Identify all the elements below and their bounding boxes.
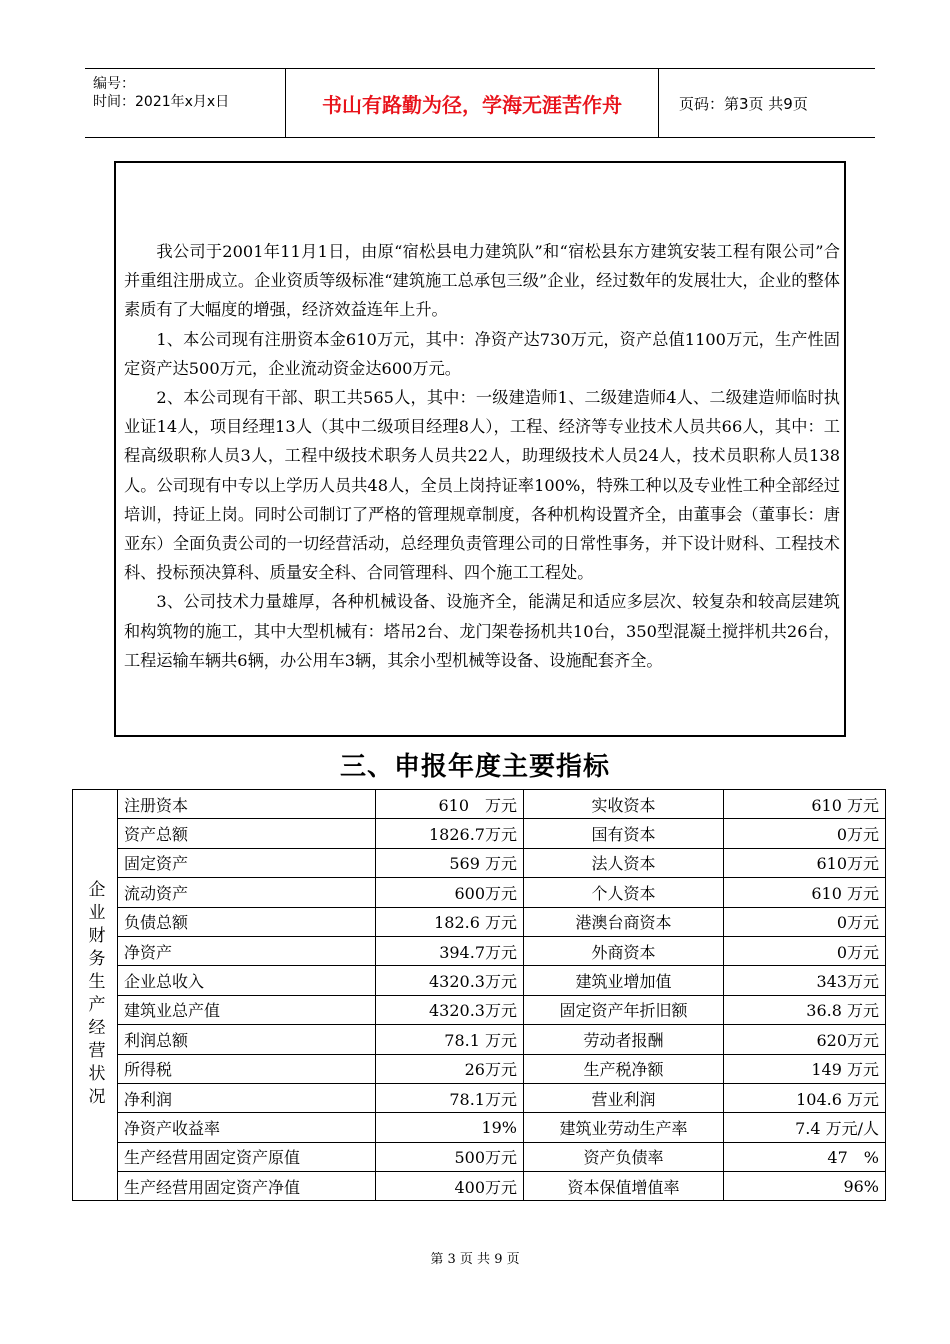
indicator-name-cell: 流动资产: [118, 878, 376, 907]
company-intro-text: [124, 237, 840, 675]
indicator-value-cell: 36.8 万元: [724, 995, 886, 1024]
indicator-value-cell: 569 万元: [376, 848, 524, 877]
table-row: [73, 878, 886, 907]
indicator-name-cell: 个人资本: [524, 878, 724, 907]
indicator-name-cell: 国有资本: [524, 819, 724, 848]
section-title: 三、申报年度主要指标: [339, 752, 610, 782]
indicator-value-cell: 78.1 万元: [376, 1025, 524, 1054]
indicator-name-cell: 所得税: [118, 1054, 376, 1083]
indicator-name-cell: 利润总额: [118, 1025, 376, 1054]
table-row: [73, 966, 886, 995]
indicator-value-cell: 0万元: [724, 819, 886, 848]
page-footer: 第 3 页 共 9 页: [430, 1252, 520, 1267]
table-row: [73, 790, 886, 819]
indicator-name-cell: 资本保值增值率: [524, 1172, 724, 1201]
indicator-name-cell: 固定资产: [118, 848, 376, 877]
indicator-name-cell: 资产负债率: [524, 1142, 724, 1171]
table-row: [73, 1172, 886, 1201]
indicator-name-cell: 营业利润: [524, 1083, 724, 1112]
financial-indicators-table: [72, 789, 886, 1201]
indicator-name-cell: 港澳台商资本: [524, 907, 724, 936]
indicator-value-cell: 394.7万元: [376, 936, 524, 965]
intro-paragraph: 我公司于2001年11月1日，由原“宿松县电力建筑队”和“宿松县东方建筑安装工程有限公司”合并重组注册成立。企业资质等级标准“建筑施工总承包三级”企业，经过数年的发展壮大，企业的整体素质有了大幅度的增强，经济效益连年上升。: [124, 242, 840, 320]
side-category-label: [73, 790, 118, 1201]
indicator-value-cell: 343万元: [724, 966, 886, 995]
indicator-value-cell: 500万元: [376, 1142, 524, 1171]
indicator-value-cell: 0万元: [724, 936, 886, 965]
indicator-name-cell: 净资产收益率: [118, 1113, 376, 1142]
table-row: [73, 936, 886, 965]
indicator-value-cell: 104.6 万元: [724, 1083, 886, 1112]
indicator-value-cell: 600万元: [376, 878, 524, 907]
indicator-name-cell: 法人资本: [524, 848, 724, 877]
indicator-value-cell: 149 万元: [724, 1054, 886, 1083]
indicator-name-cell: 净利润: [118, 1083, 376, 1112]
table-row: [73, 907, 886, 936]
indicator-name-cell: 建筑业总产值: [118, 995, 376, 1024]
table-row: [73, 1113, 886, 1142]
intro-paragraph: 1、本公司现有注册资本金610万元，其中：净资产达730万元，资产总值1100万元，生产性固定资产达500万元，企业流动资金达600万元。: [124, 329, 840, 378]
indicator-value-cell: 620万元: [724, 1025, 886, 1054]
intro-paragraph: 3、公司技术力量雄厚，各种机械设备、设施齐全，能满足和适应多层次、较复杂和较高层建筑和构筑物的施工，其中大型机械有：塔吊2台、龙门架卷扬机共10台，350型混凝土搅拌机共26台，工程运输车辆共6辆，办公用车3辆，其余小型机械等设备、设施配套齐全。: [124, 592, 840, 670]
indicator-value-cell: 96%: [724, 1172, 886, 1201]
indicator-value-cell: 182.6 万元: [376, 907, 524, 936]
indicator-name-cell: 净资产: [118, 936, 376, 965]
indicator-value-cell: 1826.7万元: [376, 819, 524, 848]
table-row: [73, 819, 886, 848]
time-label: 时间：2021年x月x日: [93, 94, 230, 110]
side-category-text: 企业财务生产经营状况: [84, 880, 105, 1111]
indicator-value-cell: 4320.3万元: [376, 966, 524, 995]
indicator-name-cell: 生产税净额: [524, 1054, 724, 1083]
indicator-value-cell: 610万元: [724, 848, 886, 877]
indicator-name-cell: 固定资产年折旧额: [524, 995, 724, 1024]
page-header: [85, 68, 875, 138]
indicator-name-cell: 注册资本: [118, 790, 376, 819]
indicator-name-cell: 建筑业增加值: [524, 966, 724, 995]
indicator-name-cell: 企业总收入: [118, 966, 376, 995]
number-label: 编号：: [93, 76, 135, 92]
indicator-value-cell: 0万元: [724, 907, 886, 936]
indicator-value-cell: 400万元: [376, 1172, 524, 1201]
intro-paragraph: 2、本公司现有干部、职工共565人，其中：一级建造师1、二级建造师4人、二级建造师临时执业证14人，项目经理13人（其中二级项目经理8人），工程、经济等专业技术人员共66人，其中：工程高级职称人员3人，工程中级技术职务人员共22人，助理级技术人员24人，技术员职称人员138人。公司现有中专以上学历人员共48人，全员上岗持证率100%，特殊工种以及专业性工种全部经过培训，持证上岗。同时公司制订了严格的管理规章制度，各种机构设置齐全，由董事会（董事长：唐亚东）全面负责公司的一切经营活动，总经理负责管理公司的日常性事务，并下设计财科、工程技术科、投标预决算科、质量安全科、合同管理科、四个施工工程处。: [124, 388, 840, 583]
indicator-name-cell: 生产经营用固定资产净值: [118, 1172, 376, 1201]
table-row: [73, 1025, 886, 1054]
indicator-value-cell: 610 万元: [376, 790, 524, 819]
indicator-value-cell: 26万元: [376, 1054, 524, 1083]
indicator-name-cell: 生产经营用固定资产原值: [118, 1142, 376, 1171]
indicator-value-cell: 7.4 万元/人: [724, 1113, 886, 1142]
indicator-name-cell: 外商资本: [524, 936, 724, 965]
table-row: [73, 848, 886, 877]
header-motto: 书山有路勤为径，学海无涯苦作舟: [285, 69, 659, 137]
indicator-value-cell: 19%: [376, 1113, 524, 1142]
table-row: [73, 1054, 886, 1083]
page-label-text: 页码：第3页 共9页: [679, 94, 808, 113]
indicator-name-cell: 劳动者报酬: [524, 1025, 724, 1054]
indicator-value-cell: 4320.3万元: [376, 995, 524, 1024]
indicator-name-cell: 负债总额: [118, 907, 376, 936]
indicator-name-cell: 资产总额: [118, 819, 376, 848]
indicator-value-cell: 47 %: [724, 1142, 886, 1171]
table-row: [73, 995, 886, 1024]
header-page-label: [667, 69, 875, 137]
financial-table-body: [73, 790, 886, 1201]
indicator-value-cell: 610 万元: [724, 790, 886, 819]
indicator-value-cell: 78.1万元: [376, 1083, 524, 1112]
header-meta: [85, 69, 285, 137]
indicator-value-cell: 610 万元: [724, 878, 886, 907]
indicator-name-cell: 实收资本: [524, 790, 724, 819]
table-row: [73, 1142, 886, 1171]
indicator-name-cell: 建筑业劳动生产率: [524, 1113, 724, 1142]
table-row: [73, 1083, 886, 1112]
company-intro-box: [114, 161, 846, 737]
